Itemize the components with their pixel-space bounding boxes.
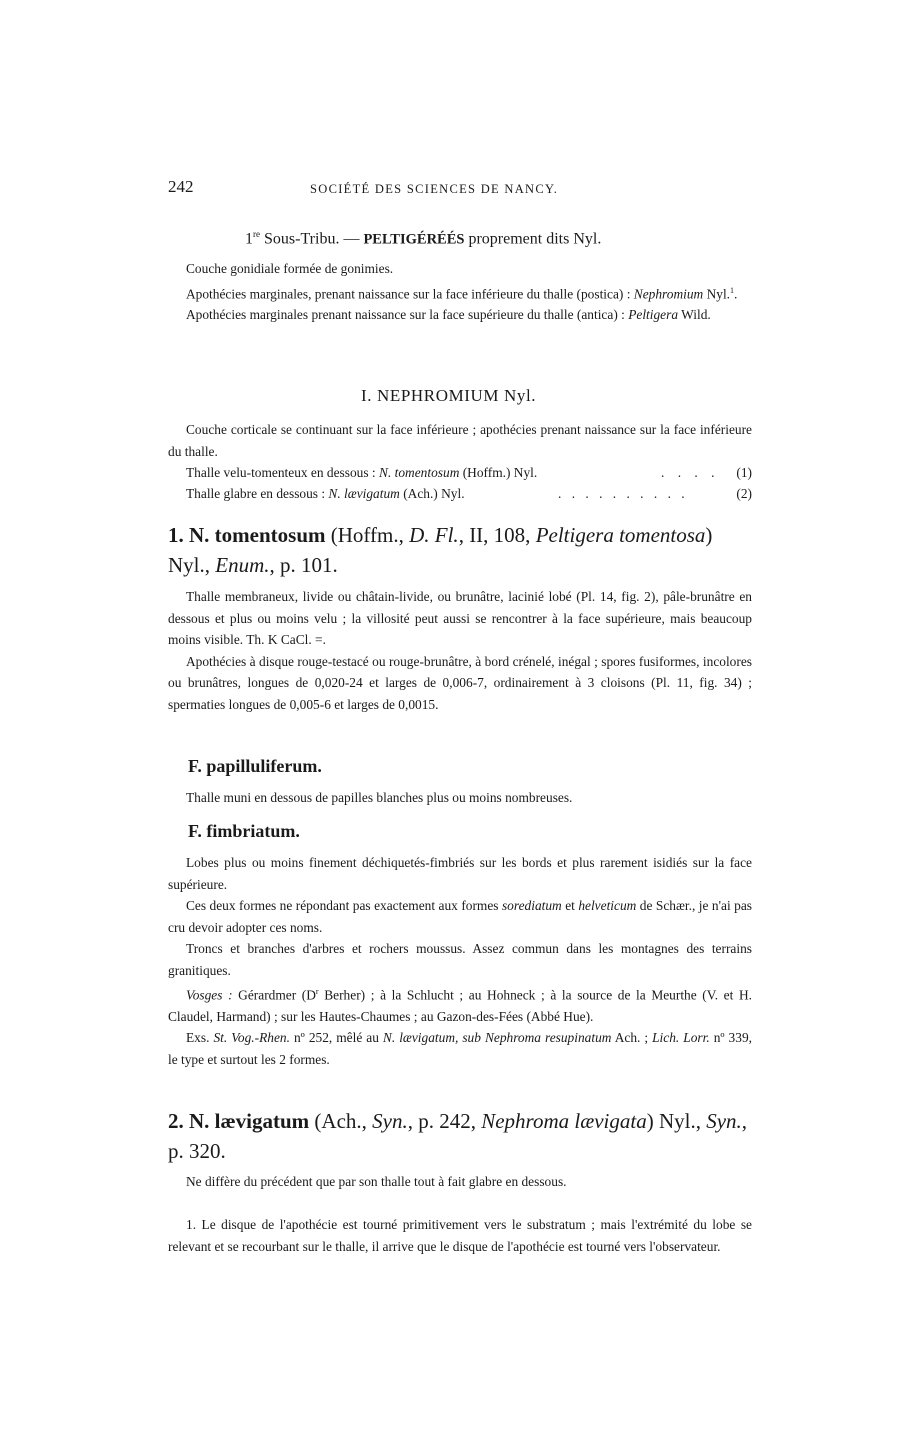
form-1-description (168, 787, 752, 809)
key-row-2-taxon: N. lævigatum (328, 486, 400, 501)
species-2-description (168, 1171, 752, 1193)
intro-section (168, 258, 752, 326)
form-2-paragraph-1: Lobes plus ou moins finement déchiquetés-fimbriés sur les bords et plus rarement isidiés sur la face supérieure. (168, 855, 752, 892)
species-2-cite-g: , p. 320. (168, 1109, 748, 1163)
species-2-cite-e: ) Nyl., (646, 1109, 707, 1133)
form-2-p5-g: nº 339, le type et surtout les 2 formes. (168, 1030, 752, 1067)
form-2-paragraph-5 (168, 1027, 752, 1070)
species-2-heading (168, 1106, 752, 1166)
form-2-p4-b: Gérardmer (D (232, 987, 316, 1003)
species-1-cite-a: (Hoffm., (325, 523, 410, 547)
form-2-p4-c: Berher) ; à la Schlucht ; au Hohneck ; à la source de la Meurthe (V. et H. Claudel, Harmand) ; sur les Hautes-Chaumes ; au Gazon-des-Fées (Abbé Hue). (168, 987, 752, 1024)
intro-paragraph-2: Apothécies marginales, prenant naissance sur la face inférieure du thalle (postica) : Nephromium Nyl.$^1$. (186, 285, 738, 301)
form-2-p5-c: nº 252, mêlé au (289, 1030, 383, 1046)
genus-section (168, 419, 752, 504)
subtribe-ordinal-suffix: re (253, 229, 260, 239)
intro-p3-genus: Peltigera (628, 307, 679, 323)
key-row-2-author: (Ach.) Nyl. (399, 486, 465, 501)
species-1-heading (168, 520, 752, 580)
form-2-p2-a: Ces deux formes ne répondant pas exactement aux formes (186, 898, 502, 913)
form-2-paragraph-2 (168, 895, 752, 938)
species-1-cite-c: , II, 108, (458, 523, 536, 547)
form-2-description (168, 852, 752, 1070)
key-row-1-leader: . . . . (661, 465, 720, 480)
form-1-paragraph: Thalle muni en dessous de papilles blanches plus ou moins nombreuses. (186, 790, 573, 805)
species-2-name: 2. N. lævigatum (168, 1109, 310, 1133)
key-row-1-text (186, 462, 537, 484)
species-1-paragraph-2: Apothécies à disque rouge-testacé ou rouge-brunâtre, à bord crénelé, inégal ; spores fusiformes, incolores ou brunâtres, longues de 0,020-24 et larges de 0,006-7, ordinairement à 3 cloisons (Pl. 11, fig. 34) ; spermaties longues de 0,005-6 et larges de 0,0015. (168, 653, 752, 712)
species-1-basionym: Peltigera tomentosa (535, 523, 706, 547)
species-2-basionym: Nephroma lævigata (481, 1109, 647, 1133)
intro-paragraph-1: Couche gonidiale formée de gonimies. (186, 261, 394, 276)
form-2-p4-region: Vosges : (186, 987, 233, 1003)
species-1-cite-e: ) Nyl., (168, 523, 713, 577)
form-2-p5-e: Ach. ; (611, 1030, 653, 1046)
footnote (168, 1214, 752, 1257)
key-row-1-number: (1) (736, 465, 752, 480)
subtribe-name: PELTIGÉRÉÉS (363, 231, 465, 248)
species-1-cite-f: Enum. (215, 553, 270, 577)
form-2-p2-d: helveticum (578, 898, 637, 913)
running-header (168, 176, 748, 200)
form-2-p5-d: N. lævigatum, sub Nephroma resupinatum (382, 1030, 612, 1046)
form-2-p5-f: Lich. Lorr. (652, 1030, 710, 1046)
footnote-ref: 1 (730, 285, 735, 295)
key-row-2-desc: Thalle glabre en dessous : (186, 486, 329, 501)
subtribe-heading (245, 224, 601, 251)
form-2-p5-a: Exs. (186, 1030, 214, 1046)
form-2-p4-sup: r (315, 987, 319, 996)
page-number: 242 (168, 177, 194, 196)
species-2-paragraph-1: Ne diffère du précédent que par son thalle tout à fait glabre en dessous. (186, 1174, 567, 1189)
form-2-paragraph-4 (168, 981, 752, 1027)
species-2-cite-c: , p. 242, (407, 1109, 482, 1133)
species-1-cite-b: D. Fl. (409, 523, 459, 547)
species-2-cite-b: Syn. (372, 1109, 408, 1133)
subtribe-ordinal: 1 (245, 230, 253, 248)
species-1-cite-g: , p. 101. (269, 553, 338, 577)
subtribe-suffix: proprement dits Nyl. (464, 230, 602, 248)
form-1-heading: F. papilluliferum. (188, 756, 322, 776)
subtribe-prefix: Sous-Tribu. — (260, 230, 364, 248)
form-2-p5-b: St. Vog.-Rhen. (213, 1030, 290, 1046)
species-1-paragraph-1: Thalle membraneux, livide ou châtain-livide, ou brunâtre, lacinié lobé (Pl. 14, fig. 2), pâle-brunâtre en dessous et plus ou moins velu ; la villosité peut aussi se rencontrer à la face supérieure, mais beaucoup moins visible. Th. K CaCl. =. (168, 589, 752, 647)
species-1-description (168, 586, 752, 715)
journal-title: SOCIÉTÉ DES SCIENCES DE NANCY. (310, 182, 559, 196)
key-row-1 (168, 462, 752, 483)
intro-p2-text: Apothécies marginales, prenant naissance sur la face inférieure du thalle (postica) : (186, 285, 634, 301)
form-2-p2-e: de Schær., je n'ai pas cru devoir adopter ces noms. (168, 898, 752, 935)
species-2-cite-a: (Ach., (309, 1109, 373, 1133)
form-2-p2-b: sorediatum (501, 898, 562, 913)
key-row-1-desc: Thalle velu-tomenteux en dessous : (186, 465, 380, 480)
key-row-2 (168, 483, 752, 504)
form-2-paragraph-3: Troncs et branches d'arbres et rochers moussus. Assez commun dans les montagnes des terrains granitiques. (168, 941, 752, 978)
key-row-1-author: (Hoffm.) Nyl. (459, 465, 538, 480)
footnote-text: 1. Le disque de l'apothécie est tourné primitivement vers le substratum ; mais l'extrémité du lobe se relevant et se recourbant sur le thalle, il arrive que le disque de l'apothécie est tourné vers l'observateur. (168, 1217, 752, 1254)
form-2-heading: F. fimbriatum. (188, 821, 300, 841)
intro-p3-author: Wild. (678, 307, 711, 323)
key-row-2-leader: . . . . . . . . . . (558, 486, 689, 501)
intro-p2-author: Nyl. (703, 285, 731, 301)
form-2-p2-c: et (561, 898, 579, 913)
key-row-2-text (186, 483, 465, 505)
genus-heading: I. NEPHROMIUM Nyl. (361, 386, 537, 405)
species-1-name: 1. N. tomentosum (168, 523, 326, 547)
key-row-2-number: (2) (736, 486, 752, 501)
key-row-1-taxon: N. tomentosum (379, 465, 460, 480)
species-2-cite-f: Syn. (706, 1109, 742, 1133)
intro-p2-genus: Nephromium (633, 285, 704, 301)
intro-paragraph-3 (168, 304, 752, 326)
intro-p3-text: Apothécies marginales prenant naissance sur la face supérieure du thalle (antica) : (186, 307, 629, 323)
genus-description: Couche corticale se continuant sur la face inférieure ; apothécies prenant naissance sur la face inférieure du thalle. (168, 422, 752, 459)
